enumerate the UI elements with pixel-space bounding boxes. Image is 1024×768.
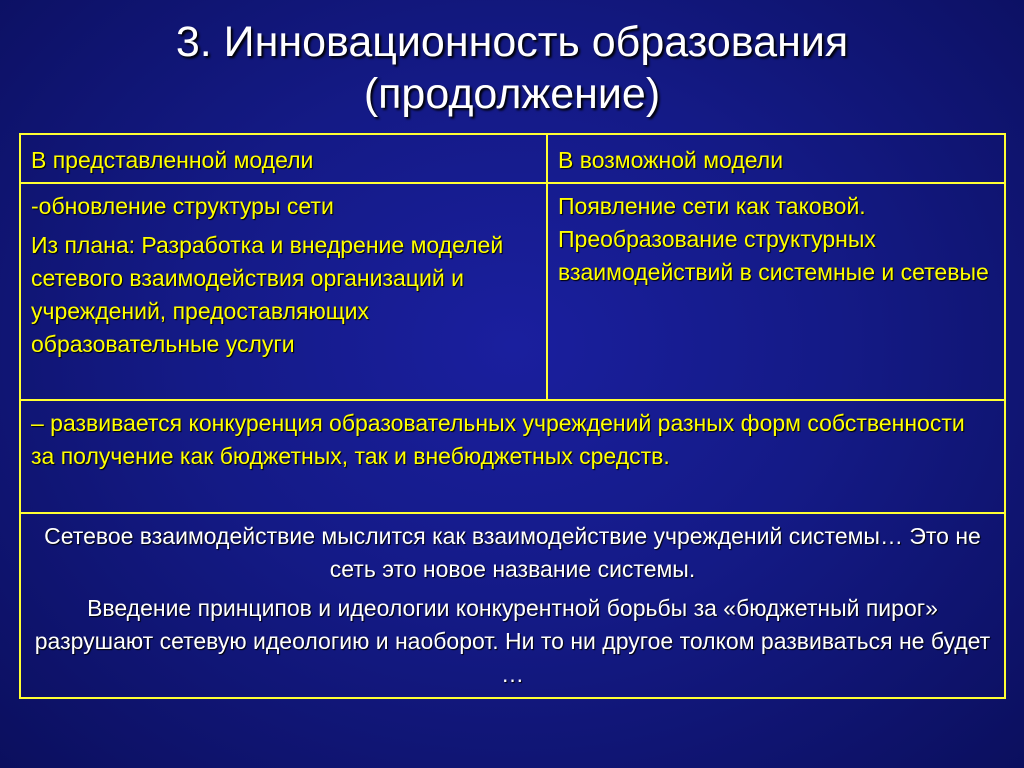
- table-row-competition: [20, 400, 1005, 513]
- comparison-table: [19, 133, 1006, 699]
- competition-text: – развивается конкуренция образовательных учреждений разных форм собственности за получение как бюджетных, так и внебюджетных средств.: [31, 410, 965, 469]
- cell-current-model-details: [20, 183, 547, 400]
- header-cell-possible-model: [547, 134, 1005, 183]
- current-model-point-1: -обновление структуры сети: [31, 193, 334, 219]
- header-possible-model-label: В возможной модели: [558, 147, 784, 173]
- header-cell-current-model: [20, 134, 547, 183]
- conclusion-paragraph-2: Введение принципов и идеологии конкурентной борьбы за «бюджетный пирог» разрушают сетевую идеологию и наоборот. Ни то ни другое толком развиваться не будет …: [34, 595, 991, 687]
- slide-title: [0, 16, 1024, 120]
- table-row-conclusion: [20, 513, 1005, 698]
- possible-model-point-1: Появление сети как таковой. Преобразование структурных взаимодействий в системные и сетевые: [558, 193, 989, 285]
- cell-possible-model-details: [547, 183, 1005, 400]
- table-header-row: [20, 134, 1005, 183]
- current-model-point-2: Из плана: Разработка и внедрение моделей сетевого взаимодействия организаций и учреждений, предоставляющих образовательные услуги: [31, 232, 504, 357]
- slide-title-line-2: (продолжение): [363, 70, 661, 118]
- cell-competition: [20, 400, 1005, 513]
- header-current-model-label: В представленной модели: [31, 147, 314, 173]
- table-row-network-structure: [20, 183, 1005, 400]
- slide-title-line-1: 3. Инновационность образования: [175, 18, 849, 66]
- conclusion-paragraph-1: Сетевое взаимодействие мыслится как взаимодействие учреждений системы… Это не сеть это новое название системы.: [44, 523, 981, 582]
- cell-conclusion: [20, 513, 1005, 698]
